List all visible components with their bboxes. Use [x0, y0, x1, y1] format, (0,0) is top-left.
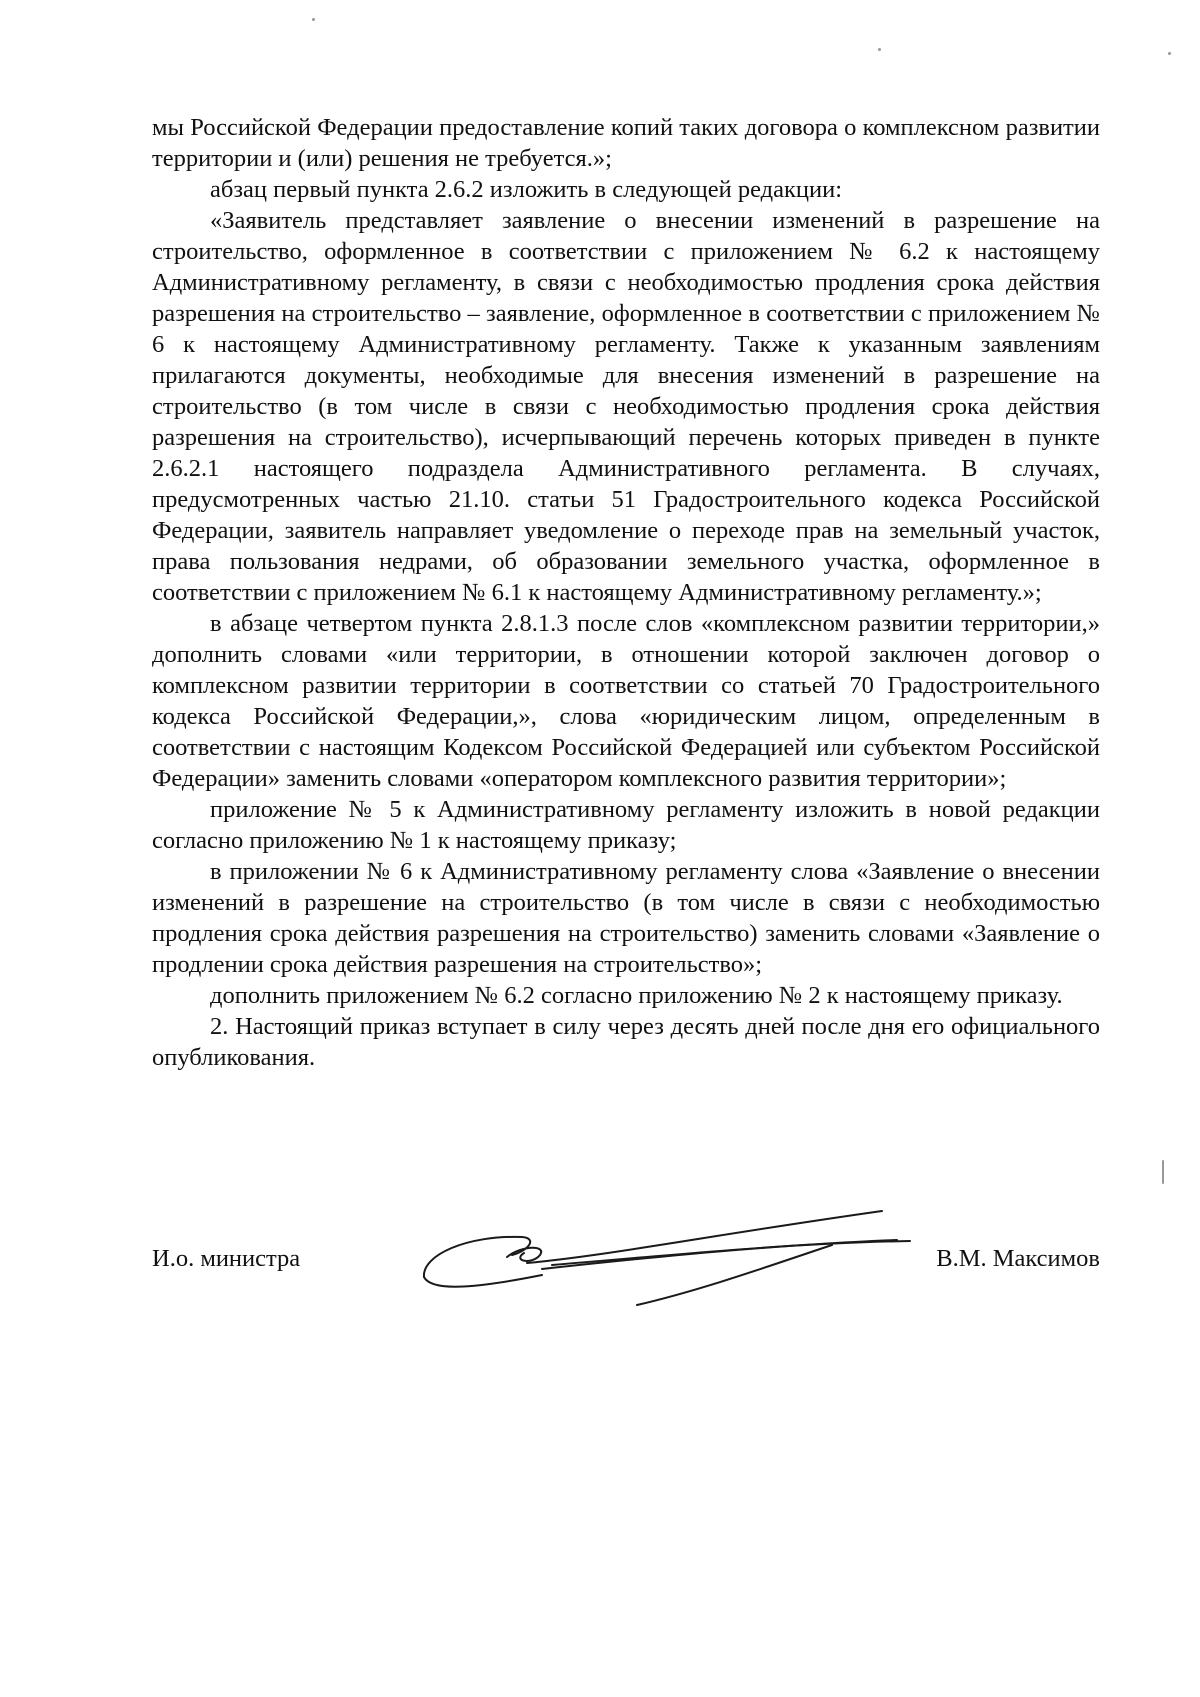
scan-mark — [1162, 1160, 1164, 1184]
scan-speck — [1168, 52, 1171, 55]
signature-block — [152, 1225, 1100, 1345]
signer-name: В.М. Максимов — [936, 1245, 1100, 1272]
paragraph-2-6-2-text: «Заявитель представляет заявление о внесении изменений в разрешение на строительство, оформленное в соответствии с приложением № 6.2 к настоящему Административному регламенту, в связи с необходимостью продления срока действия разрешения на строительство – заявление, оформленное в соответствии с приложением № 6 к настоящему Административному регламенту. Также к указанным заявлениям прилагаются документы, необходимые для внесения изменений в разрешение на строительство (в том числе в связи с необходимостью продления срока действия разрешения на строительство), исчерпывающий перечень которых приведен в пункте 2.6.2.1 настоящего подраздела Административного регламента. В случаях, предусмотренных частью 21.10. статьи 51 Градостроительного кодекса Российской Федерации, заявитель направляет уведомление о переходе прав на земельный участок, права пользования недрами, об образовании земельного участка, оформленное в соответствии с приложением № 6.1 к настоящему Административному регламенту.»; — [152, 207, 1100, 606]
document-body — [152, 112, 1100, 1073]
paragraph-continuation: мы Российской Федерации предоставление копий таких договора о комплексном развитии территории и (или) решения не требуется.»; — [152, 114, 1100, 172]
paragraph-appendix-6: в приложении № 6 к Административному регламенту слова «Заявление о внесении изменений в разрешение на строительство (в том числе в связи с необходимостью продления срока действия разрешения на строительство) заменить словами «Заявление о продлении срока действия разрешения на строительство»; — [152, 858, 1100, 978]
paragraph-2-8-1-3: в абзаце четвертом пункта 2.8.1.3 после слов «комплексном развитии территории,» дополнить словами «или территории, в отношении которой заключен договор о комплексном развитии территории в соответствии со статьей 70 Градостроительного кодекса Российской Федерации,», слова «юридическим лицом, определенным в соответствии с настоящим Кодексом Российской Федерацией или субъектом Российской Федерации» заменить словами «оператором комплексного развития территории»; — [152, 610, 1100, 792]
paragraph-effective-date: 2. Настоящий приказ вступает в силу через десять дней после дня его официального опубликования. — [152, 1013, 1100, 1071]
scan-speck — [312, 18, 315, 21]
signer-position: И.о. министра — [152, 1245, 301, 1272]
paragraph-appendix-5: приложение № 5 к Административному регламенту изложить в новой редакции согласно приложению № 1 к настоящему приказу; — [152, 796, 1100, 854]
scan-speck — [878, 48, 881, 51]
handwritten-signature — [412, 1195, 912, 1320]
paragraph-appendix-6-2: дополнить приложением № 6.2 согласно приложению № 2 к настоящему приказу. — [210, 982, 1063, 1009]
paragraph-2-6-2-heading: абзац первый пункта 2.6.2 изложить в следующей редакции: — [210, 176, 843, 203]
